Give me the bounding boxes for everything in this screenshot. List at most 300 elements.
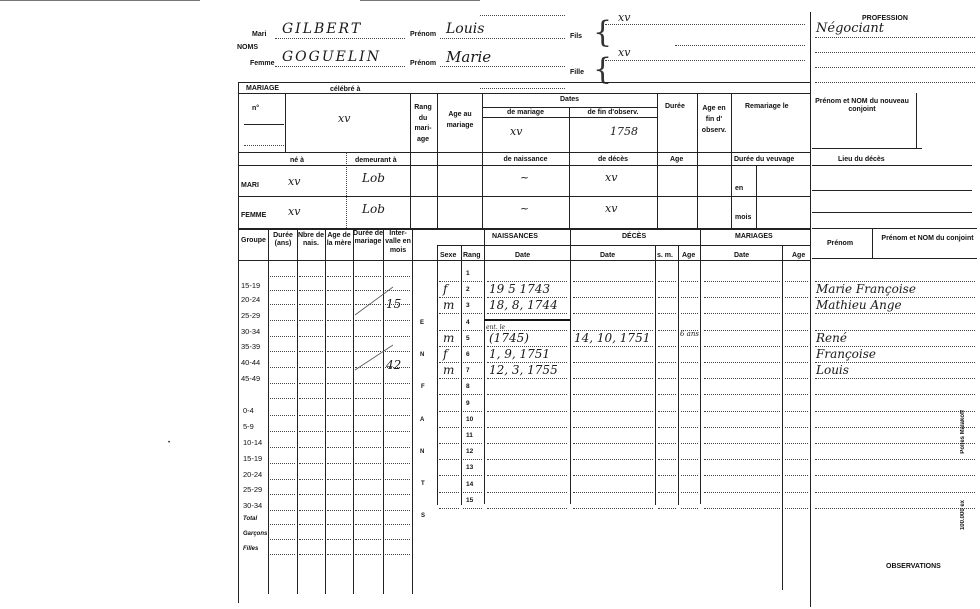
row-rule (270, 494, 295, 495)
row-rule (573, 281, 653, 282)
row-rule (385, 479, 410, 480)
row-rule (704, 313, 780, 314)
row-rule (270, 554, 295, 555)
group-label: 30-34 (241, 327, 261, 336)
row-rule (463, 475, 482, 476)
row-rule (463, 492, 482, 493)
row-rule (658, 443, 676, 444)
age-label: Age (670, 156, 684, 163)
group-label: 25-29 (241, 311, 261, 320)
row-rule (439, 459, 459, 460)
row-rule (327, 415, 351, 416)
row-rule (573, 297, 653, 298)
duree-mariage-header: Durée de mariage (353, 230, 383, 246)
row-rule (815, 508, 975, 509)
femme-demeurant-value: Lob (362, 202, 385, 216)
row-rule (439, 313, 459, 314)
de-deces-label: de décès (598, 156, 628, 163)
row-rule (658, 362, 676, 363)
naissances-header: NAISSANCES (492, 233, 538, 240)
prenom-header: Prénom (827, 240, 854, 247)
row-rule (299, 367, 323, 368)
intervalle-row7: 42 (386, 358, 402, 372)
row-rule (785, 313, 808, 314)
row-rule (785, 297, 808, 298)
duree-veuvage-label: Durée du veuvage (734, 156, 795, 163)
row-rule (385, 539, 410, 540)
enfants-vertical-a: A (420, 417, 425, 423)
row-rule (573, 508, 653, 509)
nbre-nais-header: Nbre de nais. (297, 232, 325, 248)
side-text-publisher: Polles Malakoff (960, 410, 966, 454)
group-label: 35-39 (241, 342, 261, 351)
row-rule (681, 394, 698, 395)
row-rule (439, 394, 459, 395)
rang-header: Rang (463, 252, 481, 259)
profession-label: PROFESSION (862, 15, 908, 22)
child-rang: 15 (466, 496, 474, 504)
row-rule (573, 313, 653, 314)
row-rule (785, 427, 808, 428)
row-rule (299, 463, 323, 464)
child-naissance-date: 1, 9, 1751 (489, 347, 551, 361)
row-rule (385, 431, 410, 432)
row-rule (270, 524, 295, 525)
row-rule (327, 336, 351, 337)
row-rule (658, 394, 676, 395)
mari-label: Mari (252, 31, 267, 38)
row-rule (704, 459, 780, 460)
observations-label: OBSERVATIONS (886, 563, 941, 570)
child-sexe: m (443, 363, 455, 378)
row-rule (681, 297, 698, 298)
row-rule (299, 398, 323, 399)
row-rule (439, 443, 459, 444)
row-rule (704, 443, 780, 444)
remariage-label: Remariage le (745, 103, 789, 110)
row-rule (299, 524, 323, 525)
child-rang: 2 (466, 286, 470, 294)
child-sexe: f (443, 347, 448, 361)
row-rule (299, 351, 323, 352)
row-rule (299, 554, 323, 555)
row-rule (658, 297, 676, 298)
enfants-vertical-f: F (421, 384, 425, 390)
child-prenom: René (816, 330, 847, 345)
row-rule (785, 378, 808, 379)
row-rule (785, 281, 808, 282)
scan-speck: • (168, 440, 171, 446)
row-rule (355, 276, 381, 277)
row-rule (385, 510, 410, 511)
row-rule (327, 479, 351, 480)
femme-surname: GOGUELIN (282, 49, 381, 65)
row-rule (785, 394, 808, 395)
mariages-header: MARIAGES (735, 233, 773, 240)
row-rule (681, 475, 698, 476)
row-rule (815, 443, 975, 444)
fils-label: Fils (570, 33, 583, 40)
row-rule (815, 427, 975, 428)
row-rule (573, 443, 653, 444)
rang-label: Rang du mari-age (414, 104, 432, 143)
mari-demeurant-value: Lob (362, 171, 385, 185)
row-rule (487, 459, 567, 460)
row-rule (327, 320, 351, 321)
child-rang: 11 (466, 432, 473, 439)
enfants-vertical-n2: N (420, 449, 425, 455)
row-rule (439, 508, 459, 509)
child-deces-date: 14, 10, 1751 (574, 330, 651, 345)
celebre-label: célébré à (330, 86, 361, 93)
child-naissance-date: 12, 3, 1755 (489, 363, 558, 378)
row-rule (270, 367, 295, 368)
row-rule (704, 492, 780, 493)
de-naissance-label: de naissance (503, 156, 548, 163)
row-rule (355, 539, 381, 540)
row-rule (658, 427, 676, 428)
row-rule (704, 508, 780, 509)
row-rule (704, 330, 780, 331)
en-label: en (735, 185, 744, 192)
row-rule (573, 459, 653, 460)
femme-naissance-value: ~ (520, 202, 530, 215)
row-rule (815, 459, 975, 460)
profession-value: Négociant (816, 21, 885, 36)
row-rule (487, 394, 567, 395)
row-rule (463, 459, 482, 460)
row-rule (815, 394, 975, 395)
row-rule (327, 524, 351, 525)
row-rule (658, 281, 676, 282)
group-label: 20-24 (243, 470, 263, 479)
row-rule (299, 415, 323, 416)
row-rule (785, 330, 808, 331)
child-rang: 12 (466, 448, 474, 456)
row-rule (270, 431, 295, 432)
ne-a-label: né à (290, 157, 305, 164)
child-prenom: Françoise (816, 347, 876, 361)
row-rule (658, 330, 676, 331)
row-rule (299, 510, 323, 511)
femme-row-label: FEMME (241, 212, 267, 219)
row-rule (573, 475, 653, 476)
row-rule (385, 398, 410, 399)
row-rule (299, 539, 323, 540)
enfants-vertical-e: E (420, 320, 425, 326)
row-rule (463, 394, 482, 395)
row-rule (785, 362, 808, 363)
row-rule (270, 320, 295, 321)
duree-label: Durée (665, 103, 685, 110)
child-prenom: Louis (816, 363, 849, 378)
deces-age-header: Age (682, 252, 696, 259)
group-label: 15-19 (241, 281, 261, 290)
row-rule (439, 492, 459, 493)
naissance-annotation: ent. le (486, 324, 506, 331)
row-rule (327, 367, 351, 368)
row-rule (385, 463, 410, 464)
age-mere-header: Age de la mère (326, 232, 352, 248)
row-rule (463, 346, 482, 347)
row-rule (270, 336, 295, 337)
row-rule (704, 378, 780, 379)
group-label: 40-44 (241, 358, 261, 367)
row-rule (487, 475, 567, 476)
row-rule (327, 447, 351, 448)
child-sexe: m (443, 330, 455, 345)
row-rule (385, 494, 410, 495)
row-rule (815, 313, 975, 314)
intervalle-row3: 15 (386, 297, 402, 311)
row-rule (385, 415, 410, 416)
child-naissance-date: 19 5 1743 (489, 282, 551, 297)
row-rule (487, 378, 567, 379)
row-rule (463, 330, 482, 331)
row-rule (785, 475, 808, 476)
child-rang: 3 (466, 302, 470, 310)
intervalle-header: Inter-valle en mois (385, 230, 411, 254)
row-rule (573, 427, 653, 428)
date-fin-value: 1758 (610, 125, 638, 138)
row-rule (355, 447, 381, 448)
child-rang: 8 (466, 383, 470, 391)
row-rule (463, 313, 482, 314)
child-rang: 4 (466, 318, 470, 326)
row-rule (270, 510, 295, 511)
row-rule (463, 508, 482, 509)
row-rule (355, 494, 381, 495)
row-rule (785, 443, 808, 444)
mariage-age-header: Age (792, 252, 806, 259)
de-fin-label: de fin d'observ. (587, 109, 639, 116)
scan-edge-line (0, 0, 200, 1)
row-rule (355, 463, 381, 464)
row-rule (658, 475, 676, 476)
sm-header: s. m. (657, 252, 673, 259)
row-rule (815, 475, 975, 476)
mariage-title: MARIAGE (246, 85, 280, 92)
row-rule (573, 394, 653, 395)
group-label: 5-9 (243, 422, 254, 431)
row-rule (487, 508, 567, 509)
child-rang: 10 (466, 415, 474, 423)
row-rule (785, 492, 808, 493)
row-rule (573, 378, 653, 379)
fille-value: xv (618, 46, 631, 59)
row-rule (270, 539, 295, 540)
row-rule (270, 463, 295, 464)
row-rule (385, 554, 410, 555)
duree-ans-header: Durée (ans) (273, 232, 293, 248)
child-rang: 13 (466, 464, 474, 472)
side-text-print-run: 100.000 ex (960, 500, 966, 531)
row-rule (270, 276, 295, 277)
row-rule (573, 411, 653, 412)
row-rule (355, 431, 381, 432)
mari-naissance-value: ~ (520, 171, 530, 184)
row-rule (299, 320, 323, 321)
dates-label: Dates (560, 96, 580, 103)
fils-brace: { (593, 15, 613, 50)
child-sexe: f (443, 282, 448, 297)
row-rule (327, 494, 351, 495)
group-label: 0-4 (243, 406, 254, 415)
row-rule (704, 297, 780, 298)
row-rule (327, 510, 351, 511)
row-rule (681, 378, 698, 379)
femme-ne-value: xv (288, 205, 301, 218)
group-label: 45-49 (241, 374, 261, 383)
age-fin-label: Age en fin d' observ. (701, 105, 727, 135)
row-rule (815, 492, 975, 493)
row-rule (327, 539, 351, 540)
mariage-date-header: Date (734, 252, 750, 259)
row-rule (327, 463, 351, 464)
row-rule (327, 398, 351, 399)
group-label: Garçons (243, 531, 268, 537)
enfants-vertical-n1: N (420, 352, 425, 358)
row-rule (785, 459, 808, 460)
demeurant-label: demeurant à (355, 157, 397, 164)
mari-row-label: MARI (241, 182, 259, 189)
group-label: 10-14 (243, 438, 263, 447)
row-rule (681, 362, 698, 363)
mari-deces-value: xv (605, 171, 618, 184)
date-mariage-value: xv (510, 125, 523, 138)
mari-surname: GILBERT (282, 21, 363, 37)
femme-prenom: Marie (446, 48, 492, 66)
row-rule (270, 415, 295, 416)
row-rule (463, 378, 482, 379)
row-rule (385, 276, 410, 277)
child-rang: 5 (466, 334, 470, 342)
row-rule (299, 479, 323, 480)
row-rule (463, 427, 482, 428)
row-rule (704, 427, 780, 428)
row-rule (270, 479, 295, 480)
row-rule (658, 459, 676, 460)
row-rule (463, 281, 482, 282)
row-rule (355, 554, 381, 555)
row-rule (355, 415, 381, 416)
child-deces-age: 6 ans (680, 329, 699, 338)
row-rule (463, 411, 482, 412)
enfants-vertical-s: S (421, 513, 426, 519)
row-rule (658, 411, 676, 412)
row-rule (355, 510, 381, 511)
row-rule (487, 443, 567, 444)
row-rule (299, 290, 323, 291)
sexe-header: Sexe (440, 252, 457, 259)
row-rule (463, 443, 482, 444)
femme-label: Femme (250, 60, 275, 67)
prenom-nom-conjoint-label: Prénom et NOM du nouveau conjoint (815, 98, 909, 114)
row-rule (704, 411, 780, 412)
scan-edge-line (360, 0, 480, 1)
row-rule (385, 524, 410, 525)
mari-prenom: Louis (446, 21, 485, 37)
group-label: 20-24 (241, 295, 261, 304)
row-rule (270, 447, 295, 448)
row-rule (815, 411, 975, 412)
row-rule (681, 492, 698, 493)
row-rule (681, 411, 698, 412)
fille-brace: { (593, 52, 613, 87)
row-rule (704, 394, 780, 395)
row-rule (573, 346, 653, 347)
mari-ne-value: xv (288, 175, 301, 188)
row-rule (785, 411, 808, 412)
row-rule (299, 447, 323, 448)
row-rule (355, 398, 381, 399)
row-rule (681, 313, 698, 314)
lieu-deces-label: Lieu du décès (838, 156, 885, 163)
row-rule (704, 281, 780, 282)
row-rule (658, 508, 676, 509)
row-rule (573, 362, 653, 363)
fils-value: xv (618, 11, 631, 24)
row-rule (327, 431, 351, 432)
row-rule (681, 427, 698, 428)
row-rule (385, 447, 410, 448)
de-mariage-label: de mariage (507, 109, 544, 116)
child-rang: 6 (466, 351, 470, 358)
naissance-date-header: Date (515, 252, 531, 259)
group-label: Filles (243, 546, 259, 552)
row-rule (463, 362, 482, 363)
row-rule (327, 383, 351, 384)
row-rule (658, 346, 676, 347)
row-rule (815, 378, 975, 379)
row-rule (270, 398, 295, 399)
child-prenom: Mathieu Ange (816, 298, 902, 313)
row-rule (270, 351, 295, 352)
femme-prenom-label: Prénom (410, 60, 437, 67)
child-naissance-date: (1745) (489, 330, 529, 345)
row-rule (327, 351, 351, 352)
row-rule (299, 494, 323, 495)
row-rule (487, 313, 567, 314)
prenom-nom-conjoint-header: Prénom et NOM du conjoint (881, 235, 974, 242)
row-rule (658, 492, 676, 493)
emphasis-rule (484, 319, 570, 321)
mari-prenom-label: Prénom (410, 31, 437, 38)
row-rule (439, 281, 459, 282)
row-rule (658, 313, 676, 314)
row-rule (270, 304, 295, 305)
row-rule (439, 427, 459, 428)
deces-header: DÉCÈS (622, 233, 647, 240)
row-rule (681, 508, 698, 509)
row-rule (463, 297, 482, 298)
row-rule (327, 304, 351, 305)
row-rule (681, 443, 698, 444)
mariage-place: xv (338, 112, 351, 125)
deces-date-header: Date (600, 252, 616, 259)
row-rule (487, 427, 567, 428)
row-rule (439, 475, 459, 476)
child-naissance-date: 18, 8, 1744 (489, 298, 558, 313)
groupe-header: Groupe (241, 237, 266, 244)
fille-label: Fille (570, 69, 585, 76)
mois-label: mois (735, 214, 752, 221)
child-sexe: m (443, 298, 455, 313)
row-rule (681, 459, 698, 460)
row-rule (299, 304, 323, 305)
row-rule (299, 431, 323, 432)
age-mariage-label: Age au mariage (446, 111, 474, 129)
